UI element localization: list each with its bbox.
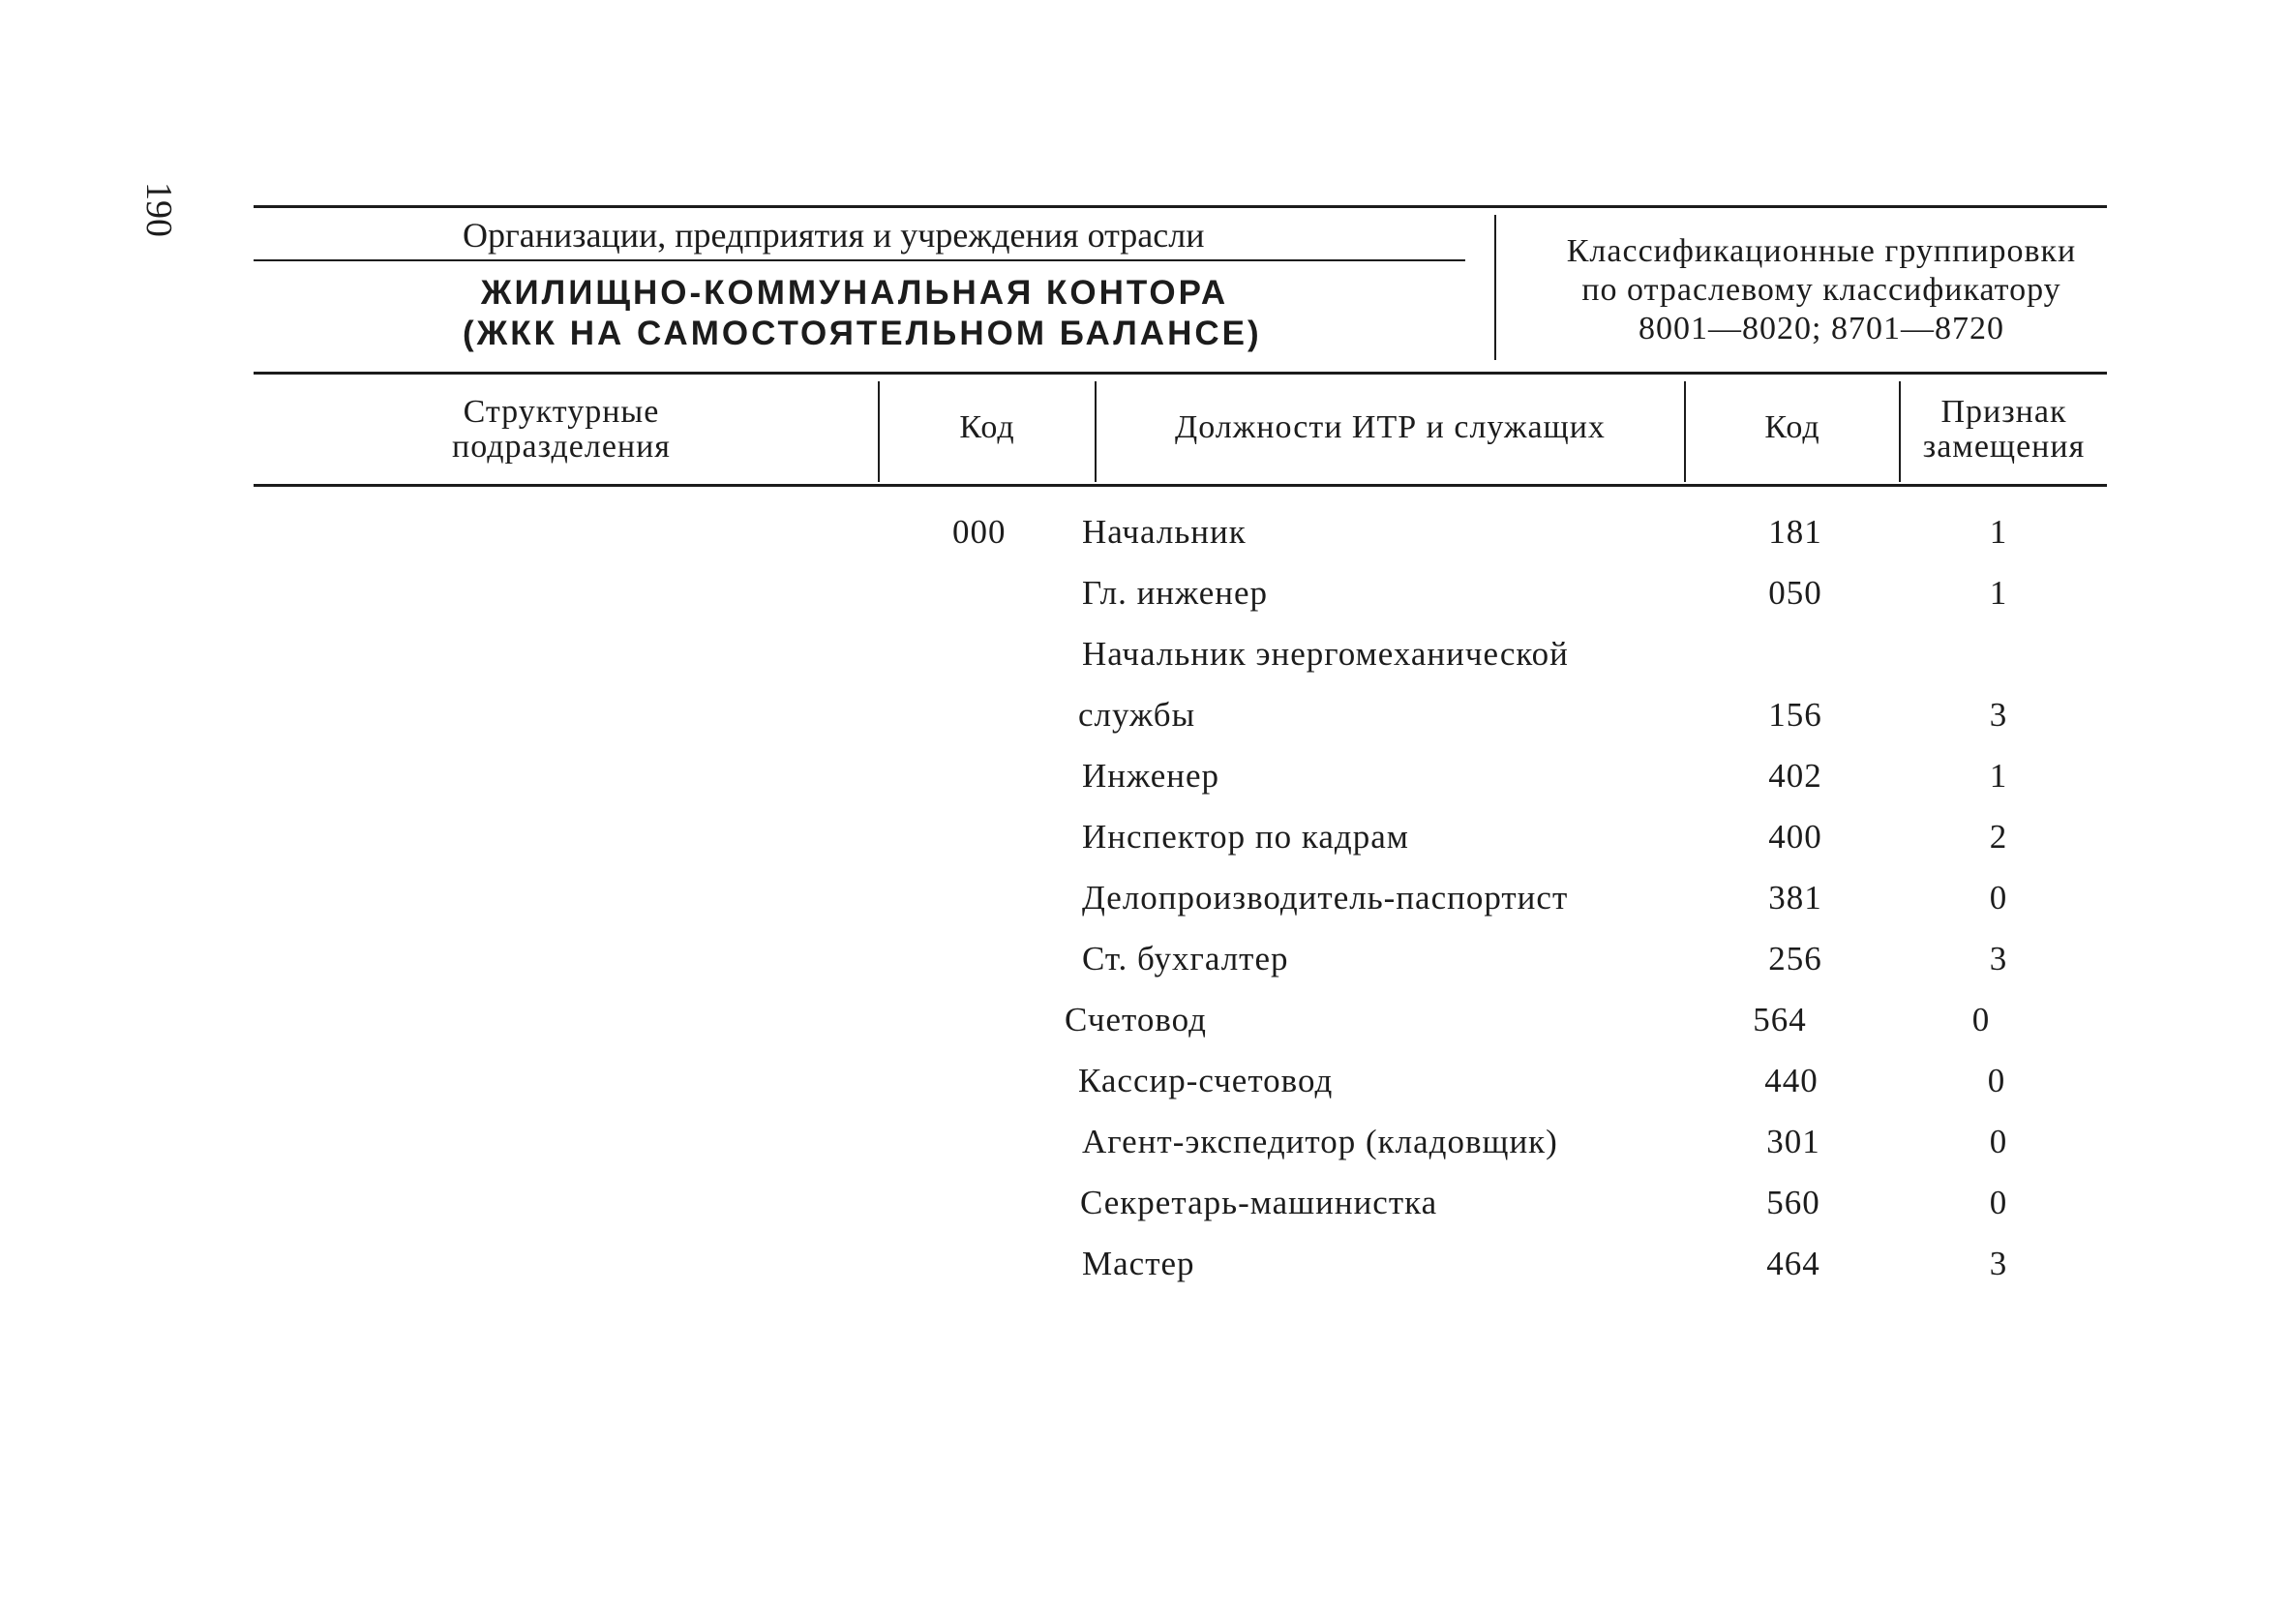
position-code: 560	[1766, 1184, 1820, 1221]
position-code: 440	[1764, 1062, 1819, 1099]
col-header-code1: Код	[959, 409, 1015, 445]
org-caption: Организации, предприятия и учреждения отрасли	[463, 216, 1205, 255]
position-name: Делопроизводитель-паспортист	[1082, 879, 1569, 917]
position-name: Начальник	[1082, 513, 1247, 551]
position-code: 464	[1766, 1245, 1820, 1282]
position-code: 181	[1768, 513, 1822, 551]
caption-rule	[254, 259, 1465, 261]
position-sign: 0	[1989, 1184, 2008, 1221]
position-name: службы	[1078, 696, 1196, 734]
org-title-line1: ЖИЛИЩНО-КОММУНАЛЬНАЯ КОНТОРА	[480, 274, 1229, 312]
position-sign: 0	[1971, 1001, 1991, 1038]
classification-block	[1521, 232, 2121, 348]
position-code: 564	[1753, 1001, 1807, 1038]
position-name: Инженер	[1082, 757, 1220, 795]
classification-line3: 8001—8020; 8701—8720	[1639, 311, 2004, 346]
col-header-sign: Признак замещения	[1922, 394, 2086, 465]
header-bottom-rule	[254, 372, 2107, 375]
org-title	[463, 273, 1262, 354]
classification-line2: по отраслевому классификатору	[1581, 272, 2061, 308]
position-sign: 2	[1989, 818, 2008, 856]
position-name: Ст. бухгалтер	[1082, 940, 1289, 977]
position-sign: 3	[1989, 940, 2008, 977]
position-name: Начальник энергомеханической	[1082, 635, 1569, 673]
position-name: Кассир-счетовод	[1078, 1062, 1334, 1099]
position-code: 381	[1768, 879, 1822, 917]
position-name: Инспектор по кадрам	[1082, 818, 1409, 856]
position-sign: 3	[1989, 696, 2008, 734]
column-header-bottom-rule	[254, 484, 2107, 487]
position-name: Агент-экспедитор (кладовщик)	[1082, 1123, 1558, 1160]
header-divider	[1494, 215, 1496, 360]
position-name: Мастер	[1082, 1245, 1195, 1282]
position-name: Секретарь-машинистка	[1080, 1184, 1438, 1221]
position-sign: 1	[1989, 574, 2008, 612]
top-rule	[254, 205, 2107, 208]
position-code: 050	[1768, 574, 1822, 612]
classification-line1: Классификационные группировки	[1566, 233, 2077, 269]
position-code: 156	[1768, 696, 1822, 734]
position-code: 256	[1768, 940, 1822, 977]
position-sign: 3	[1989, 1245, 2008, 1282]
page-number: 190	[138, 182, 179, 237]
position-sign: 0	[1987, 1062, 2006, 1099]
position-name: Гл. инженер	[1082, 574, 1269, 612]
position-sign: 1	[1989, 513, 2008, 551]
position-code: 301	[1766, 1123, 1820, 1160]
division-code: 000	[952, 513, 1007, 551]
position-sign: 0	[1989, 879, 2008, 917]
position-code: 402	[1768, 757, 1822, 795]
position-sign: 0	[1989, 1123, 2008, 1160]
col-header-code2: Код	[1764, 409, 1820, 445]
col-header-positions: Должности ИТР и служащих	[1175, 409, 1606, 445]
position-code: 400	[1768, 818, 1822, 856]
org-title-line2: (ЖКК НА САМОСТОЯТЕЛЬНОМ БАЛАНСЕ)	[463, 315, 1262, 352]
position-name: Счетовод	[1065, 1001, 1207, 1038]
col-header-structural-units: Структурные подразделения	[452, 394, 671, 465]
position-sign: 1	[1989, 757, 2008, 795]
